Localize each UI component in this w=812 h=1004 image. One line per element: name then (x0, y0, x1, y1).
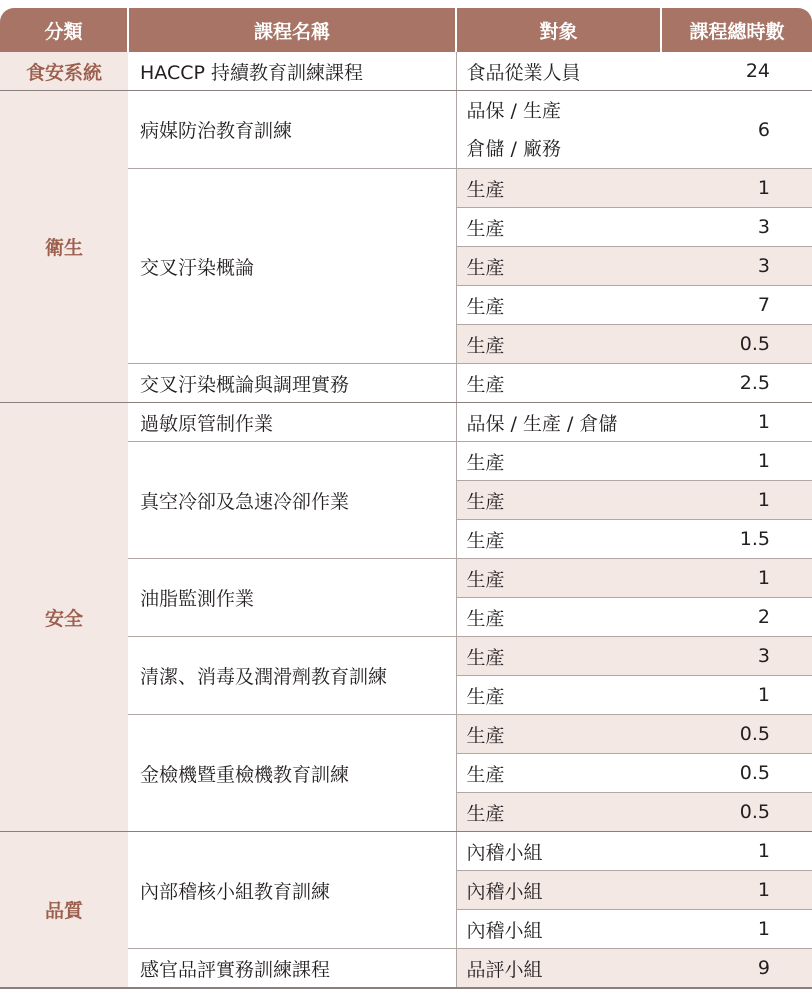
hours-cell: 1 (661, 676, 812, 715)
target-cell: 生產 (456, 715, 661, 754)
header-hours: 課程總時數 (661, 8, 812, 52)
category-cell: 安全 (0, 403, 128, 832)
target-cell: 生產 (456, 442, 661, 481)
header-row (0, 8, 812, 52)
target-cell: 內稽小組 (456, 871, 661, 910)
target-cell: 生產 (456, 208, 661, 247)
course-cell: 病媒防治教育訓練 (128, 91, 456, 169)
hours-cell: 2 (661, 598, 812, 637)
hours-cell: 1.5 (661, 520, 812, 559)
target-cell: 食品從業人員 (456, 52, 661, 91)
course-cell: 真空冷卻及急速冷卻作業 (128, 442, 456, 559)
target-cell: 內稽小組 (456, 910, 661, 949)
header-category: 分類 (0, 8, 128, 52)
course-cell: 過敏原管制作業 (128, 403, 456, 442)
target-cell: 生產 (456, 637, 661, 676)
table-row (0, 52, 812, 91)
hours-cell: 3 (661, 208, 812, 247)
header-target: 對象 (456, 8, 661, 52)
target-cell: 生產 (456, 325, 661, 364)
hours-cell: 1 (661, 910, 812, 949)
target-cell: 生產 (456, 169, 661, 208)
hours-cell: 1 (661, 403, 812, 442)
course-cell: 交叉汙染概論與調理實務 (128, 364, 456, 403)
hours-cell: 0.5 (661, 754, 812, 793)
course-cell: 感官品評實務訓練課程 (128, 949, 456, 989)
hours-cell: 7 (661, 286, 812, 325)
header-course: 課程名稱 (128, 8, 456, 52)
hours-cell: 1 (661, 481, 812, 520)
course-cell: HACCP 持續教育訓練課程 (128, 52, 456, 91)
category-cell: 食安系統 (0, 52, 128, 91)
target-cell: 生產 (456, 676, 661, 715)
target-cell: 生產 (456, 793, 661, 832)
hours-cell: 2.5 (661, 364, 812, 403)
table-row (0, 832, 812, 871)
target-cell: 生產 (456, 364, 661, 403)
target-cell: 品保 / 生產 / 倉儲 (456, 403, 661, 442)
hours-cell: 6 (661, 91, 812, 169)
hours-cell: 9 (661, 949, 812, 989)
target-cell (456, 91, 661, 169)
table-row (0, 91, 812, 169)
course-cell: 金檢機暨重檢機教育訓練 (128, 715, 456, 832)
target-cell: 生產 (456, 520, 661, 559)
hours-cell: 3 (661, 247, 812, 286)
course-table (0, 8, 812, 989)
target-line: 品保 / 生產 (466, 99, 561, 122)
table-row (0, 403, 812, 442)
course-cell: 清潔、消毒及潤滑劑教育訓練 (128, 637, 456, 715)
hours-cell: 1 (661, 169, 812, 208)
hours-cell: 3 (661, 637, 812, 676)
hours-cell: 0.5 (661, 793, 812, 832)
category-cell: 品質 (0, 832, 128, 989)
target-cell: 生產 (456, 598, 661, 637)
course-cell: 交叉汙染概論 (128, 169, 456, 364)
target-cell: 生產 (456, 754, 661, 793)
hours-cell: 0.5 (661, 715, 812, 754)
hours-cell: 1 (661, 871, 812, 910)
target-cell: 生產 (456, 481, 661, 520)
hours-cell: 1 (661, 559, 812, 598)
category-cell: 衛生 (0, 91, 128, 403)
target-cell: 生產 (456, 559, 661, 598)
hours-cell: 1 (661, 832, 812, 871)
target-line: 倉儲 / 廠務 (466, 137, 561, 160)
target-cell: 生產 (456, 286, 661, 325)
target-cell: 品評小組 (456, 949, 661, 989)
hours-cell: 24 (661, 52, 812, 91)
hours-cell: 1 (661, 442, 812, 481)
course-cell: 油脂監測作業 (128, 559, 456, 637)
target-cell: 內稽小組 (456, 832, 661, 871)
target-cell: 生產 (456, 247, 661, 286)
hours-cell: 0.5 (661, 325, 812, 364)
course-cell: 內部稽核小組教育訓練 (128, 832, 456, 949)
